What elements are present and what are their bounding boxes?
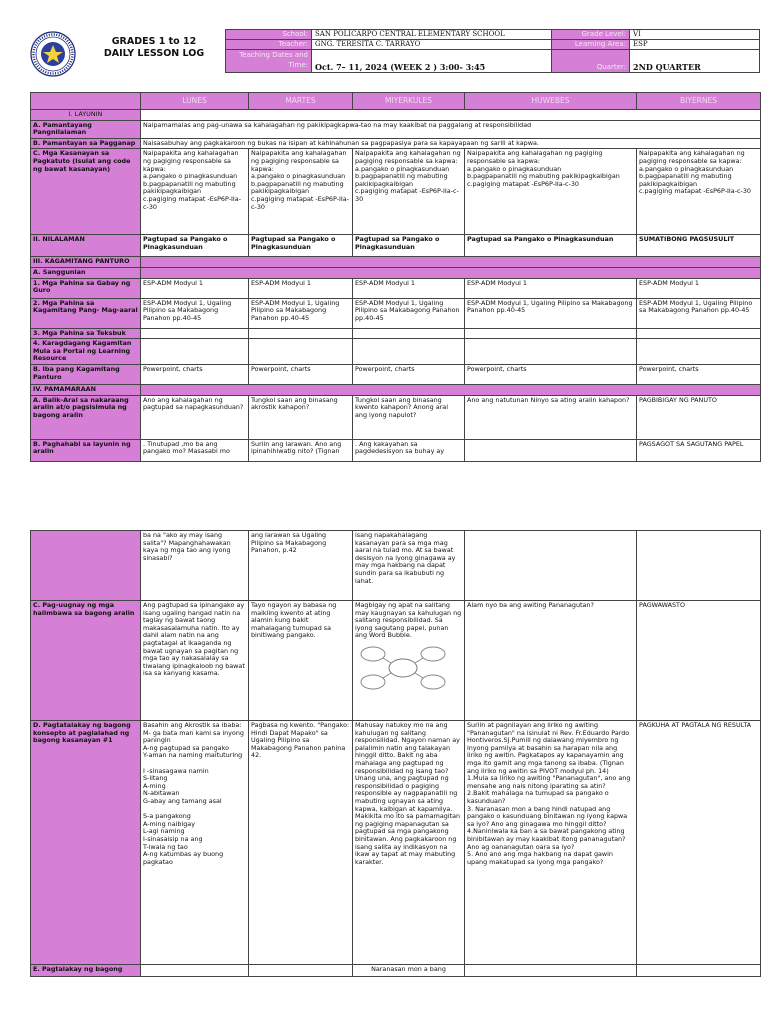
school-value: SAN POLICARPO CENTRAL ELEMENTARY SCHOOL	[312, 30, 552, 40]
cell-martes	[249, 965, 353, 977]
cell-huwebes: Naipapakita ang kahalagahan ng pagiging responsable sa kapwa: a.pangako o pinagkasunduan b.pagpapanatili ng mabuting pakikipagkaibigan c.pagiging matapat -EsP6P-IIa-c-30	[465, 149, 637, 235]
day-miyerkules: MIYERKULES	[353, 93, 465, 110]
cell-miyerkules: Powerpoint, charts	[353, 365, 465, 385]
row-label: A. Pamantayang Pangnilalaman	[31, 120, 141, 138]
row-pamantayan-pagganap	[31, 138, 761, 149]
cell-biyernes	[637, 965, 761, 977]
quarter-value: 2ND QUARTER	[630, 50, 760, 73]
row-label: 1. Mga Pahina sa Gabay ng Guro	[31, 278, 141, 298]
cell-huwebes	[465, 965, 637, 977]
cell-biyernes: PAGWAWASTO	[637, 601, 761, 721]
row-text: Naisasabuhay ang pagkakaroon ng bukas na isipan at kahinahunan sa pagpapasiya para sa kapayapaan ng sarili at kapwa.	[141, 138, 761, 149]
cell-lunes: Naipapakita ang kahalagahan ng pagiging responsable sa kapwa: a.pangako o pinagkasunduan b.pagpapanatili ng mabuting pakikipagkaibigan c.pagiging matapat -EsP6P-IIa-c-30	[141, 149, 249, 235]
teaching-dates-label: Teaching Dates and Time:	[226, 50, 312, 73]
cell-huwebes: ESP-ADM Modyul 1	[465, 278, 637, 298]
row-label: D. Pagtatalakay ng bagong konsepto at paglalahad ng bagong kasanayan #1	[31, 721, 141, 965]
row-teksbuk	[31, 328, 761, 339]
school-label: School:	[226, 30, 312, 40]
row-label: C. Pag-uugnay ng mga halimbawa sa bagong aralin	[31, 601, 141, 721]
cell-martes: Powerpoint, charts	[249, 365, 353, 385]
row-label: A. Sanggunian	[31, 267, 141, 278]
cell-martes: ang larawan sa Ugaling Pilipino sa Makabagong Panahon, p.42	[249, 531, 353, 601]
teacher-value: GNG. TERESITA C. TARRAYO	[312, 40, 552, 50]
row-pagtalakay-2	[31, 965, 761, 977]
day-biyernes: BIYERNES	[637, 93, 761, 110]
cell-lunes: ESP-ADM Modyul 1	[141, 278, 249, 298]
title-line-1: GRADES 1 to 12	[111, 36, 197, 47]
cell-miyerkules: Naranasan mon a bang	[353, 965, 465, 977]
cell-martes: Pagtupad sa Pangako o Pinagkasunduan	[249, 235, 353, 257]
cell-biyernes: ESP-ADM Modyul 1, Ugaling Pilipino sa Makabagong Panahon pp.40-45	[637, 298, 761, 328]
row-iba-pang-kagamitan	[31, 365, 761, 385]
row-label: 4. Karagdagang Kagamitan Mula sa Portal ng Learning Resource	[31, 339, 141, 365]
title-line-2: DAILY LESSON LOG	[103, 48, 205, 59]
cell-biyernes: SUMATIBONG PAGSUSULIT	[637, 235, 761, 257]
deped-seal-logo	[30, 31, 76, 77]
day-martes: MARTES	[249, 93, 353, 110]
cell-huwebes	[465, 439, 637, 461]
lesson-table-page-2	[30, 530, 761, 977]
row-nilalaman	[31, 235, 761, 257]
cell-huwebes: ESP-ADM Modyul 1, Ugaling Pilipino sa Makabagong Panahon pp.40-45	[465, 298, 637, 328]
row-gabay-guro	[31, 278, 761, 298]
day-header-row	[31, 93, 761, 110]
day-lunes: LUNES	[141, 93, 249, 110]
learning-area-value: ESP	[630, 40, 760, 50]
teacher-label: Teacher:	[226, 40, 312, 50]
cell-lunes: ESP-ADM Modyul 1, Ugaling Pilipino sa Makabagong Panahon pp.40-45	[141, 298, 249, 328]
row-label: B. Paghahabi sa layunin ng aralin	[31, 439, 141, 461]
section-kagamitang-panturo	[31, 257, 761, 268]
row-label: B. Iba pang Kagamitang Panturo	[31, 365, 141, 385]
grade-level-label: Grade Level:	[552, 30, 630, 40]
lesson-table-page-1	[30, 92, 761, 462]
row-kagamitang-mag-aaral	[31, 298, 761, 328]
cell-biyernes: PAGBIBIGAY NG PANUTO	[637, 395, 761, 439]
cell-miyerkules	[353, 601, 465, 721]
row-label: 2. Mga Pahina sa Kagamitang Pang- Mag-aaral	[31, 298, 141, 328]
cell-biyernes	[637, 531, 761, 601]
cell-miyerkules: isang napakahalagang kasanayan para sa mga mag aaral na tulad mo. At sa bawat desisyon na iyong ginagawa ay may mga hakbang na dapat sundin para sa ikabubuti ng lahat.	[353, 531, 465, 601]
row-label: A. Balik-Aral sa nakaraang aralin at/o pagsisimula ng bagong aralin	[31, 395, 141, 439]
cell-biyernes: ESP-ADM Modyul 1	[637, 278, 761, 298]
cell-huwebes	[465, 531, 637, 601]
cell-miyerkules: . Ang kakayahan sa pagdedesisyon sa buhay ay	[353, 439, 465, 461]
cell-lunes: Powerpoint, charts	[141, 365, 249, 385]
cell-martes: Suriin ang larawan. Ano ang ipinahihiwatig nito? (Tignan	[249, 439, 353, 461]
cell-biyernes: PAGKUHA AT PAGTALA NG RESULTA	[637, 721, 761, 965]
cell-lunes: Pagtupad sa Pangako o Pinagkasunduan	[141, 235, 249, 257]
cell-miyerkules: ESP-ADM Modyul 1	[353, 278, 465, 298]
cell-huwebes: Powerpoint, charts	[465, 365, 637, 385]
word-bubble-diagram	[355, 644, 451, 692]
cell-martes: ESP-ADM Modyul 1	[249, 278, 353, 298]
quarter-label: Quarter:	[552, 50, 630, 73]
cell-miyerkules: Naipapakita ang kahalagahan ng pagiging responsable sa kapwa: a.pangako o pinagkasunduan b.pagpapanatili ng mabuting pakikipagkaibigan c.pagiging matapat -EsP6P-IIa-c-30	[353, 149, 465, 235]
row-label: B. Pamantayan sa Pagganap	[31, 138, 141, 149]
cell-lunes: Ang pagtupad sa ipinangako ay isang ugaling hangad natin na taglay ng bawat taong makasasalamuha natin. Ito ay dahil alam natin na ang pagtatagal at ikaaganda ng bawat ugnayan sa pagitan ng mga tao ay nakasalalay sa tiwalang ipinagkaloob ng bawat isa sa kanyang kasama.	[141, 601, 249, 721]
cell-huwebes: Pagtupad sa Pangako o Pinagkasunduan	[465, 235, 637, 257]
cell-martes: ESP-ADM Modyul 1, Ugaling Pilipino sa Makabagong Panahon pp.40-45	[249, 298, 353, 328]
row-paghahabi	[31, 439, 761, 461]
section-pamamaraan	[31, 385, 761, 396]
cell-martes: Tayo ngayon ay babasa ng maikling kwento at ating alamin kung bakit mahalagang tumupad sa binitiwang pangako.	[249, 601, 353, 721]
cell-huwebes: Ano ang natutunan Ninyo sa ating aralin kahapon?	[465, 395, 637, 439]
cell-miyerkules: ESP-ADM Modyul 1, Ugaling Pilipino sa Makabagong Panahon pp.40-45	[353, 298, 465, 328]
row-pagtatalakay-1	[31, 721, 761, 965]
cell-martes: Naipapakita ang kahalagahan ng pagiging responsable sa kapwa: a.pangako o pinagkasunduan b.pagpapanatili ng mabuting pakikipagkaibigan c.pagiging matapat -EsP6P-IIa-c-30	[249, 149, 353, 235]
section-label: IV. PAMAMARAAN	[31, 385, 141, 396]
cell-miyerkules: Pagtupad sa Pangako o Pinagkasunduan	[353, 235, 465, 257]
cell-martes: Pagbasa ng kwento. "Pangako: Hindi Dapat Mapako" sa Ugaling Pilipino sa Makabagong Panahon pahina 42.	[249, 721, 353, 965]
row-label: II. NILALAMAN	[31, 235, 141, 257]
row-label: 3. Mga Pahina sa Teksbuk	[31, 328, 141, 339]
row-sanggunian	[31, 267, 761, 278]
cell-miyerkules: Mahusay natukoy mo na ang kahulugan ng salitang responsilidad. Ngayon naman ay palalimin natin ang talakayan hinggil ditto. Bakit ng aba mahalaga ang pagtupad ng responsibilidad ng isang tao? Unang una, ang pagtupad ng responsibilidad o pagiging responsible ay nagpapanatili ng mabuting ugnayan sa ating kapwa, kaibigan at kapamilya. Makikita mo ito sa pamamagitan ng pagiging mapanagutan sa pagtupad sa mga pangakong binitawan. Ang pagkakaroon ng isang salita ay indikasyon na ikaw ay tapat at may mabuting karakter.	[353, 721, 465, 965]
cell-lunes: ba na "ako ay may isang salita"? Mapanghahawakan kaya ng mga tao ang iyong sinasabi?	[141, 531, 249, 601]
section-layunin	[31, 110, 761, 121]
cell-martes: Tungkol saan ang binasang akrostik kahapon?	[249, 395, 353, 439]
cell-huwebes: Suriin at pagnilayan ang liriko ng awiting "Pananagutan" na isinulat ni Rev. Fr.Eduardo Pardo Hontiveros.SJ.Pumili ng dalawang miyembro ng inyong pamilya at basahin sa harapan nila ang liriko ng awitin. Pagkatapos ay kapanayamin ang mga ito gamit ang mga tanong sa ibaba. (Tignan ang liriko ng awitin sa PIVOT modyul ph. 14) 1.Mula sa liriko ng awiting "Pananagutan", ano ang mensahe ang nais nitong iparating sa atin? 2.Bakit mahalaga na tumupad sa pangako o kasunduan? 3. Naranasan mon a bang hindi natupad ang pangako o kasunduang binitawan ng iyong kapwa sa iyo? Ano ang ginagawa mo hinggil ditto? 4.Naniniwala ka ban a sa bawat pangakong ating binibitawan ay may kaakibat itong pananagutan? Ano ag oananagutan oara sa iyo? 5. Ano ano ang mga hakbang na dapat gawin upang makatupad sa iyong mga pangako?	[465, 721, 637, 965]
row-label: C. Mga Kasanayan sa Pagkatuto (Isulat ang code ng bawat kasanayan)	[31, 149, 141, 235]
cell-lunes: Basahin ang Akrostik sa ibaba: M- ga bata man kami sa inyong paningin A-ng pagtupad sa pangako Y-aman na naming maituturing I -sinasagawa namin S-litang A-ming N-abitawan G-abay ang tamang asal S-a pangakong A-ming naibigay L-agi naming I-sinasaisip na ang T-iwala ng tao A-ng katumbas ay buong pagkatao	[141, 721, 249, 965]
teaching-dates-value: Oct. 7– 11, 2024 (WEEK 2 ) 3:00- 3:45	[312, 50, 552, 73]
section-label: III. KAGAMITANG PANTURO	[31, 257, 141, 268]
learning-area-label: Learning Area:	[552, 40, 630, 50]
row-pag-uugnay	[31, 601, 761, 721]
cell-huwebes: Alam nyo ba ang awiting Pananagutan?	[465, 601, 637, 721]
row-paghahabi-continued	[31, 531, 761, 601]
cell-biyernes: PAGSAGOT SA SAGUTANG PAPEL	[637, 439, 761, 461]
cell-biyernes: Powerpoint, charts	[637, 365, 761, 385]
lesson-log-title	[84, 36, 224, 60]
grade-level-value: VI	[630, 30, 760, 40]
row-kasanayan	[31, 149, 761, 235]
cell-biyernes: Naipapakita ang kahalagahan ng pagiging responsable sa kapwa: a.pangako o pinagkasunduan b.pagpapanatili ng mabuting pakikipagkaibigan c.pagiging matapat -EsP6P-IIa-c-30	[637, 149, 761, 235]
section-label: I. LAYUNIN	[31, 110, 141, 121]
row-pamantayang-pangnilalaman	[31, 120, 761, 138]
cell-lunes	[141, 965, 249, 977]
cell-miyerkules: Tungkol saan ang binasang kwento kahapon? Anong aral ang iyong napulot?	[353, 395, 465, 439]
cell-lunes: . Tinutupad ,mo ba ang pangako mo? Masasabi mo	[141, 439, 249, 461]
cell-text: Magbigay ng apat na salitang may kaugnayan sa kahulugan ng salitang responsibilidad. Sa iyong sagutang papel, punan ang Word Bubble.	[355, 601, 462, 640]
day-huwebes: HUWEBES	[465, 93, 637, 110]
row-label: E. Pagtalakay ng bagong	[31, 965, 141, 977]
row-learning-resource	[31, 339, 761, 365]
row-balik-aral	[31, 395, 761, 439]
cell-lunes: Ano ang kahalagahan ng pagtupad sa napagkasunduan?	[141, 395, 249, 439]
row-text: Naipamamalas ang pag-unawa sa kahalagahan ng pakikipagkapwa-tao na may kaakibat na paggalang at responsibilidad	[141, 120, 761, 138]
header-info-table	[225, 29, 760, 73]
